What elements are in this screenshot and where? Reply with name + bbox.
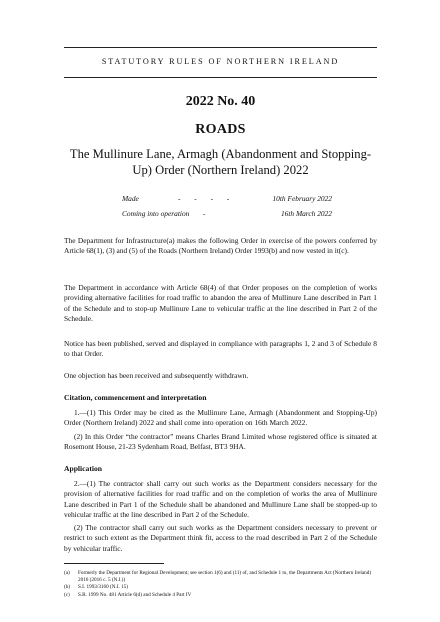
series-rule: [64, 77, 377, 78]
coming-into-operation-label: Coming into operation: [122, 209, 190, 218]
top-rule: [64, 47, 377, 48]
made-dashes: - - - -: [178, 194, 236, 203]
preamble-paragraph-2: The Department in accordance with Article 68(4) of that Order proposes on the completion of works providing alternative facilities for road traffic to abandon the area of Mullinure Lane described in Part 1 of the Schedule and to stop-up Mullinure Lane to vehicular traffic at the line described in Part 2 of the Schedule.: [64, 283, 377, 323]
application-heading: Application: [64, 464, 102, 473]
coming-into-operation-row: [122, 206, 332, 221]
made-label: Made: [122, 194, 139, 203]
preamble-paragraph-3: Notice has been published, served and displayed in compliance with paragraphs 1, 2 and 3 of Schedule 8 to that Order.: [64, 339, 377, 359]
dates-block: [122, 191, 332, 221]
made-date: 10th February 2022: [272, 194, 332, 203]
coming-dash: -: [203, 209, 206, 218]
preamble-paragraph-4: One objection has been received and subsequently withdrawn.: [64, 371, 249, 380]
section-2-paragraph-2: (2) The contractor shall carry out such works as the Department considers necessary to prevent or restrict to such extent as the Department think fit, access to the road described in Part 2 of the Schedule by vehicular traffic.: [64, 523, 377, 553]
coming-into-operation-date: 16th March 2022: [280, 209, 332, 218]
footnote-b: (b) S.I. 1993/3160 (N.I. 15): [64, 584, 128, 591]
citation-heading: Citation, commencement and interpretation: [64, 393, 207, 402]
made-row: [122, 191, 332, 206]
section-1-paragraph-1: 1.—(1) This Order may be cited as the Mullinure Lane, Armagh (Abandonment and Stopping-Up) Order (Northern Ireland) 2022 and shall come into operation on 16th March 2022.: [64, 408, 377, 428]
footnote-a: (a) Formerly the Department for Regional Development; see section 1(6) and (11) of, and Schedule 1 to, the Departments Act (Northern Ireland) 2016 (2016 c. 5 (N.I.)): [64, 570, 372, 584]
preamble-paragraph-1: The Department for Infrastructure(a) makes the following Order in exercise of the powers conferred by Article 68(1), (3) and (5) of the Roads (Northern Ireland) Order 1993(b) and now vested in it(c).: [64, 236, 377, 256]
footnote-c: (c) S.R. 1999 No. 481 Article 6(d) and Schedule 4 Part IV: [64, 591, 192, 598]
order-title: The Mullinure Lane, Armagh (Abandonment and Stopping-Up) Order (Northern Ireland) 2022: [69, 147, 372, 177]
footnotes: [64, 570, 377, 599]
series-heading: STATUTORY RULES OF NORTHERN IRELAND: [101, 57, 340, 66]
section-2-paragraph-1: 2.—(1) The contractor shall carry out such works as the Department considers necessary for the provision of alternative facilities for road traffic and on the completion of works the area of Mullinure Lane described in Part 1 of the Schedule shall be abandoned and Mullinure Lane shall be stopped-up to vehicular traffic at the line described in Part 2 of the Schedule.: [64, 479, 377, 519]
footnote-rule: [64, 563, 164, 564]
section-1-paragraph-2: (2) In this Order “the contractor” means Charles Brand Limited whose registered office is situated at Rosemont House, 21-23 Sydenham Road, Belfast, BT3 9HA.: [64, 432, 377, 452]
subject-heading: ROADS: [195, 122, 246, 137]
order-number: 2022 No. 40: [185, 94, 256, 109]
